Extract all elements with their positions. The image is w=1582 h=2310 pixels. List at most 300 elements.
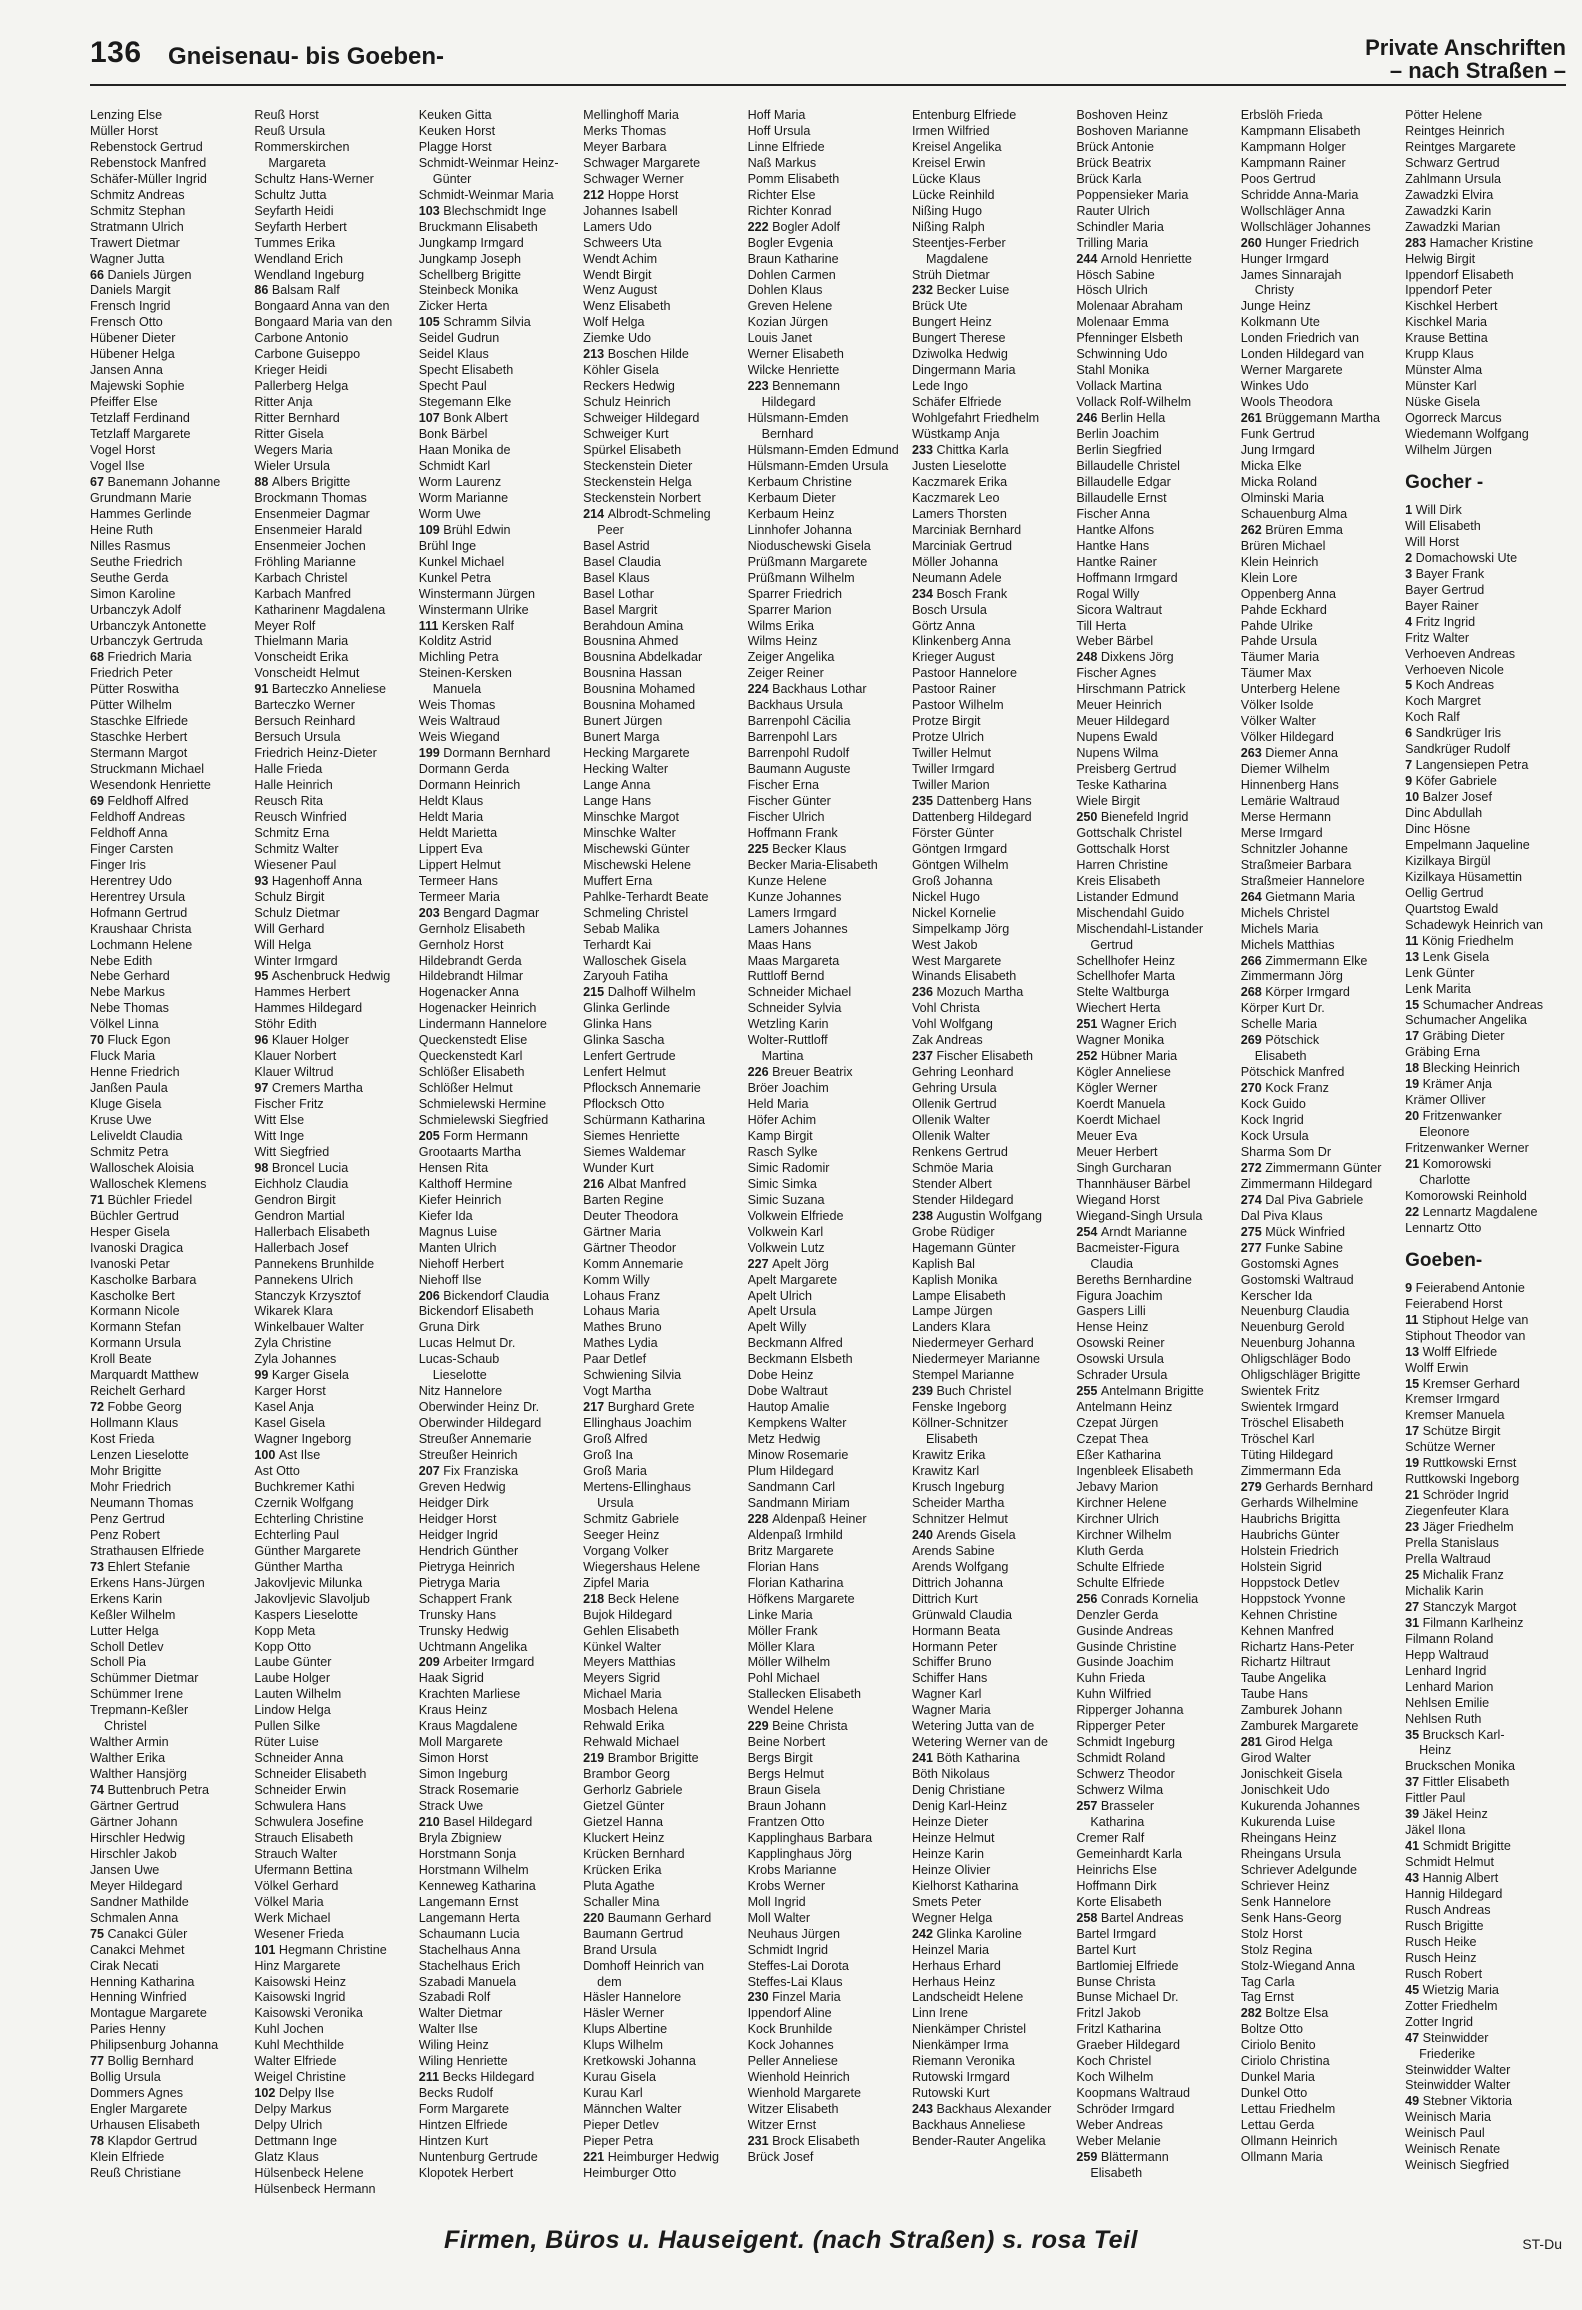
house-number: 241 xyxy=(911,1751,937,1766)
directory-entry: Deuter Theodora xyxy=(583,1208,679,1223)
directory-entry: Termeer Hans xyxy=(418,873,498,888)
section-range: Gneisenau- bis Goeben- xyxy=(168,43,445,70)
house-number: 103 xyxy=(418,203,444,218)
directory-entry: Taube Hans xyxy=(1240,1687,1308,1702)
directory-entry: Terhardt Kai xyxy=(583,937,652,952)
directory-entry: Vogt Martha xyxy=(583,1384,652,1399)
directory-entry: Seeger Heinz xyxy=(583,1527,660,1542)
house-number: 1 xyxy=(1405,502,1416,517)
header-rule xyxy=(90,84,1566,86)
directory-entry: Schwager Margarete xyxy=(583,155,701,170)
directory-entry: Twiller Marion xyxy=(911,778,990,793)
directory-entry: Tröschel Karl xyxy=(1240,1432,1315,1447)
directory-entry: Hofmann Gertrud xyxy=(90,905,188,920)
directory-entry: Neumann Adele xyxy=(911,570,1002,585)
directory-entry: Berahdoun Amina xyxy=(583,618,684,633)
directory-entry: Zeiger Angelika xyxy=(747,650,835,665)
directory-entry: Witt Else xyxy=(254,1113,305,1128)
directory-entry: Jakovljevic Milunka xyxy=(254,1575,363,1590)
directory-entry: 259 Blättermann xyxy=(1076,2150,1169,2164)
directory-entry: 221 Heimburger Hedwig xyxy=(583,2150,719,2164)
directory-entry: Kielhorst Katharina xyxy=(911,1878,1019,1893)
directory-entry: Sandmann Miriam xyxy=(747,1495,850,1510)
directory-entry: Nebe Gerhard xyxy=(90,969,170,984)
directory-entry: 211 Becks Hildegard xyxy=(418,2070,535,2085)
directory-entry: Komm Willy xyxy=(583,1272,650,1287)
directory-entry: Weis Waltraud xyxy=(418,714,500,729)
directory-entry: Osowski Reiner xyxy=(1076,1336,1165,1351)
directory-entry: Kaczmarek Erika xyxy=(911,474,1008,489)
directory-entry: Lenfert Helmut xyxy=(583,1065,666,1080)
directory-entry: Fischer Günter xyxy=(747,793,831,808)
house-number: 5 xyxy=(1405,678,1416,693)
directory-entry: Herhaus Heinz xyxy=(911,1974,996,1989)
directory-entry: Nißing Hugo xyxy=(911,203,982,218)
directory-entry: Krücken Bernhard xyxy=(583,1846,685,1861)
directory-entry: Lenfert Gertrude xyxy=(583,1049,676,1064)
house-number: 11 xyxy=(1405,933,1422,948)
directory-entry: Volkwein Elfriede xyxy=(747,1208,844,1223)
directory-entry: Braun Johann xyxy=(747,1799,826,1814)
directory-entry: Böth Nikolaus xyxy=(911,1767,990,1782)
directory-entry: Wetering Werner van de xyxy=(911,1735,1048,1750)
directory-entry: Karger Horst xyxy=(254,1384,326,1399)
directory-entry: Eßer Katharina xyxy=(1076,1448,1162,1463)
directory-entry: Bersuch Ursula xyxy=(254,730,341,745)
house-number: 27 xyxy=(1405,1599,1423,1614)
directory-entry: Hintzen Kurt xyxy=(418,2134,489,2149)
column-1 xyxy=(90,108,254,2208)
house-number: 88 xyxy=(254,474,272,489)
directory-entry: Metz Hedwig xyxy=(747,1432,821,1447)
directory-entry: Cirak Necati xyxy=(90,1958,159,1973)
directory-entry: Szabadi Manuela xyxy=(418,1974,517,1989)
directory-entry: 23 Jäger Friedhelm xyxy=(1405,1520,1514,1535)
directory-entry: Stegemann Elke xyxy=(418,395,512,410)
directory-entry: Michael Maria xyxy=(583,1687,662,1702)
directory-entry: Kremser Manuela xyxy=(1405,1408,1505,1423)
directory-entry: Schellhofer Heinz xyxy=(1076,953,1176,968)
house-number: 215 xyxy=(583,985,608,1000)
house-number: 263 xyxy=(1240,746,1266,761)
directory-entry: Struckmann Michael xyxy=(90,762,205,777)
directory-entry: Bunert Marga xyxy=(583,730,660,745)
directory-entry: Kuhl Mechthilde xyxy=(254,2038,344,2053)
directory-entry: Ippendorf Peter xyxy=(1405,283,1492,298)
directory-entry: Reuß Christiane xyxy=(90,2165,181,2180)
directory-entry: Walter Ilse xyxy=(418,2022,478,2037)
directory-entry: Ippendorf Elisabeth xyxy=(1405,267,1514,282)
directory-entry: Kormann Stefan xyxy=(90,1320,182,1335)
directory-entry: Hintzen Elfriede xyxy=(418,2118,508,2133)
directory-entry: Michels Christel xyxy=(1240,905,1330,920)
directory-entry: Staschke Herbert xyxy=(90,730,188,745)
directory-entry: 13 Lenk Gisela xyxy=(1405,949,1490,964)
directory-entry: Dittrich Johanna xyxy=(911,1575,1003,1590)
house-number: 3 xyxy=(1405,566,1416,581)
directory-entry: Nupens Wilma xyxy=(1076,746,1159,761)
directory-entry: Fenske Ingeborg xyxy=(911,1400,1007,1415)
directory-entry: Trawert Dietmar xyxy=(90,235,180,250)
directory-entry: Lange Hans xyxy=(583,793,652,808)
directory-entry: Ast Otto xyxy=(254,1464,300,1479)
directory-entry: Klinkenberg Anna xyxy=(911,634,1011,649)
directory-entry: Bersuch Reinhard xyxy=(254,714,356,729)
directory-entry: Heinze Olivier xyxy=(911,1862,991,1877)
directory-entry: Katharina xyxy=(1090,1814,1145,1829)
directory-entry: 107 Bonk Albert xyxy=(418,411,508,426)
directory-entry: Meyer Rolf xyxy=(254,618,316,633)
directory-entry: Vonscheidt Helmut xyxy=(254,666,360,681)
directory-entry: Nupens Ewald xyxy=(1076,730,1158,745)
directory-entry: Komm Annemarie xyxy=(583,1256,684,1271)
directory-entry: Lutter Helga xyxy=(90,1623,159,1638)
directory-entry: Sparrer Marion xyxy=(747,602,832,617)
directory-entry: 21 Komorowski xyxy=(1405,1157,1492,1172)
directory-entry: Bollig Ursula xyxy=(90,2070,161,2085)
directory-entry: Schlößer Elisabeth xyxy=(418,1065,525,1080)
directory-entry: Korte Elisabeth xyxy=(1076,1894,1162,1909)
directory-entry: Beckmann Elsbeth xyxy=(747,1352,853,1367)
directory-entry: Strüh Dietmar xyxy=(911,267,990,282)
house-number: 243 xyxy=(911,2102,937,2117)
directory-entry: 75 Canakci Güler xyxy=(90,1926,188,1941)
directory-entry: Nüske Gisela xyxy=(1405,395,1481,410)
directory-entry: 207 Fix Franziska xyxy=(418,1464,519,1479)
directory-entry: Meuer Hildegard xyxy=(1076,714,1170,729)
directory-entry: 72 Fobbe Georg xyxy=(90,1400,182,1415)
directory-entry: Nioduschewski Gisela xyxy=(747,538,871,553)
directory-entry: Klopotek Herbert xyxy=(418,2165,514,2180)
house-number: 261 xyxy=(1240,411,1266,426)
directory-entry: Manten Ulrich xyxy=(418,1240,497,1255)
directory-entry: Rebenstock Gertrud xyxy=(90,139,203,154)
directory-entry: Specht Paul xyxy=(418,379,487,394)
directory-entry: 7 Langensiepen Petra xyxy=(1405,758,1529,773)
directory-entry: Will Elisabeth xyxy=(1405,518,1481,533)
directory-entry: Weber Melanie xyxy=(1076,2134,1161,2149)
directory-entry: Thielmann Maria xyxy=(254,634,349,649)
directory-entry: 231 Brock Elisabeth xyxy=(747,2134,860,2149)
directory-entry: 272 Zimmermann Günter xyxy=(1240,1160,1382,1175)
directory-entry: Spürkel Elisabeth xyxy=(583,443,682,458)
directory-entry: Rogal Willy xyxy=(1076,586,1140,601)
directory-entry: Feldhoff Anna xyxy=(90,825,168,840)
directory-entry: Gendron Martial xyxy=(254,1208,345,1223)
directory-entry: Krachten Marliese xyxy=(418,1687,521,1702)
house-number: 281 xyxy=(1240,1735,1266,1750)
house-number: 10 xyxy=(1405,790,1423,805)
directory-entry: Schmidt Ingrid xyxy=(747,1942,829,1957)
directory-entry: 15 Schumacher Andreas xyxy=(1405,997,1544,1012)
directory-entry: 100 Ast Ilse xyxy=(254,1448,321,1463)
directory-entry: Kaisowski Ingrid xyxy=(254,1990,346,2005)
directory-entry: Ripperger Johanna xyxy=(1076,1703,1184,1718)
directory-entry: Billaudelle Ernst xyxy=(1076,490,1167,505)
directory-entry: Münster Karl xyxy=(1405,379,1477,394)
directory-entry: Schultz Hans-Werner xyxy=(254,171,374,186)
directory-entry: Boshoven Marianne xyxy=(1076,123,1189,138)
directory-entry: Trunsky Hedwig xyxy=(418,1623,509,1638)
house-number: 45 xyxy=(1405,1982,1423,1997)
directory-entry: Schmidt Karl xyxy=(418,458,491,473)
house-number: 97 xyxy=(254,1081,272,1096)
directory-entry: Scholl Detlev xyxy=(90,1639,164,1654)
directory-entry: 258 Bartel Andreas xyxy=(1076,1910,1184,1925)
directory-entry: Kischkel Maria xyxy=(1405,315,1488,330)
directory-entry: Feierabend Horst xyxy=(1405,1296,1503,1311)
directory-entry: Kaczmarek Leo xyxy=(911,490,1000,505)
directory-entry: Oberwinder Heinz Dr. xyxy=(418,1400,540,1415)
house-number: 205 xyxy=(418,1129,444,1143)
directory-entry: 230 Finzel Maria xyxy=(747,1990,841,2005)
directory-entry: Schmidt Roland xyxy=(1076,1751,1166,1766)
directory-entry: Dingermann Maria xyxy=(911,363,1016,378)
directory-entry: 243 Backhaus Alexander xyxy=(911,2102,1052,2117)
directory-entry: 19 Ruttkowski Ernst xyxy=(1405,1456,1517,1471)
directory-entry: Klauer Norbert xyxy=(254,1049,337,1064)
directory-entry: Schulte Elfriede xyxy=(1076,1575,1165,1590)
directory-entry: Seuthe Gerda xyxy=(90,570,169,585)
column-4 xyxy=(583,108,747,2208)
directory-entry: 17 Gräbing Dieter xyxy=(1405,1029,1505,1044)
directory-entry: Kurau Gisela xyxy=(583,2070,656,2085)
directory-entry: Linn Irene xyxy=(911,2006,968,2021)
house-number: 250 xyxy=(1076,809,1101,824)
directory-entry: Hirschler Hedwig xyxy=(90,1830,186,1845)
directory-entry: Lampe Jürgen xyxy=(911,1304,993,1319)
directory-entry: Kost Frieda xyxy=(90,1432,155,1447)
house-number: 237 xyxy=(911,1049,937,1064)
directory-entry: Jonischkeit Udo xyxy=(1240,1783,1330,1798)
directory-entry: Vohl Wolfgang xyxy=(911,1017,993,1032)
directory-entry: Diemer Wilhelm xyxy=(1240,762,1330,777)
directory-entry: Echterling Christine xyxy=(254,1511,364,1526)
directory-entry: Krämer Olliver xyxy=(1405,1093,1486,1108)
directory-entry: Poos Gertrud xyxy=(1240,171,1316,186)
directory-entry: 93 Hagenhoff Anna xyxy=(254,873,363,888)
directory-entry: Dinc Hösne xyxy=(1405,822,1471,837)
directory-entry: Poppensieker Maria xyxy=(1076,187,1189,202)
house-number: 222 xyxy=(747,219,773,234)
directory-entry: Winter Irmgard xyxy=(254,953,338,968)
directory-entry: Thannhäuser Bärbel xyxy=(1076,1176,1191,1191)
directory-entry: Hösch Ulrich xyxy=(1076,283,1148,298)
directory-entry: Unterberg Helene xyxy=(1240,682,1341,697)
directory-entry: Steinen-Kersken xyxy=(418,666,512,681)
directory-entry: Nienkämper Christel xyxy=(911,2022,1027,2037)
house-number: 256 xyxy=(1076,1591,1101,1606)
directory-entry: Friedrich Heinz-Dieter xyxy=(254,746,377,761)
directory-entry: Ivanoski Petar xyxy=(90,1256,170,1271)
directory-entry: Arends Wolfgang xyxy=(911,1559,1009,1574)
directory-entry: Hildebrandt Hilmar xyxy=(418,969,524,984)
directory-entry: Mischendahl Guido xyxy=(1076,905,1185,920)
directory-entry: Heldt Maria xyxy=(418,809,484,824)
directory-entry: Boshoven Heinz xyxy=(1076,108,1169,122)
directory-entry: Schultz Jutta xyxy=(254,187,327,202)
directory-entry: 256 Conrads Kornelia xyxy=(1076,1591,1199,1606)
directory-entry: Groß Johanna xyxy=(911,873,993,888)
directory-entry: Klups Albertine xyxy=(583,2022,668,2037)
directory-entry: Henne Friedrich xyxy=(90,1065,180,1080)
directory-entry: Kukurenda Johannes xyxy=(1240,1799,1360,1814)
directory-entry: 43 Hannig Albert xyxy=(1405,1871,1499,1886)
directory-entry: Walter Elfriede xyxy=(254,2054,337,2069)
directory-entry: Müller Horst xyxy=(90,123,158,138)
directory-entry: Schmitz Andreas xyxy=(90,187,185,202)
directory-entry: Pastoor Rainer xyxy=(911,682,996,697)
directory-entry: Horstmann Wilhelm xyxy=(418,1862,529,1877)
directory-entry: Hecking Margarete xyxy=(583,746,690,761)
directory-entry: Nitz Hannelore xyxy=(418,1384,503,1399)
directory-entry: Kurau Karl xyxy=(583,2086,643,2101)
directory-entry: Kirchner Wilhelm xyxy=(1076,1527,1172,1542)
house-number: 13 xyxy=(1405,949,1423,964)
directory-entry: Ohligschläger Brigitte xyxy=(1240,1368,1361,1383)
directory-entry: Heinrichs Else xyxy=(1076,1862,1157,1877)
house-number: 216 xyxy=(583,1176,608,1191)
directory-entry: Schmitz Walter xyxy=(254,841,339,856)
directory-entry: Reintges Heinrich xyxy=(1405,123,1505,138)
directory-entry: Dinc Abdullah xyxy=(1405,806,1483,821)
directory-entry: 209 Arbeiter Irmgard xyxy=(418,1655,535,1670)
house-number: 4 xyxy=(1405,614,1416,629)
directory-entry: Bender-Rauter Angelika xyxy=(911,2134,1046,2149)
directory-entry: Hammes Herbert xyxy=(254,985,351,1000)
directory-entry: Völker Walter xyxy=(1240,714,1316,729)
directory-entry: Stachelhaus Erich xyxy=(418,1958,521,1973)
directory-entry: 232 Becker Luise xyxy=(911,283,1010,298)
directory-entry: Möller Frank xyxy=(747,1623,818,1638)
directory-entry: Margareta xyxy=(268,155,326,170)
directory-entry: Feldhoff Andreas xyxy=(90,809,185,824)
directory-entry: Czepat Thea xyxy=(1076,1432,1149,1447)
directory-entry: Kunze Helene xyxy=(747,873,827,888)
directory-entry: Wagner Maria xyxy=(911,1703,991,1718)
directory-entry: Mischewski Günter xyxy=(583,841,690,856)
directory-entry: Bickendorf Elisabeth xyxy=(418,1304,534,1319)
directory-entry: Haan Monika de xyxy=(418,443,511,458)
street-heading: Gocher - xyxy=(1405,471,1484,493)
directory-entry: Stachelhaus Anna xyxy=(418,1942,521,1957)
directory-entry: Günther Margarete xyxy=(254,1543,361,1558)
directory-entry: Becks Rudolf xyxy=(418,2086,493,2101)
directory-entry: Krupp Klaus xyxy=(1405,347,1474,362)
directory-entry: Rehwald Michael xyxy=(583,1735,680,1750)
directory-entry: 237 Fischer Elisabeth xyxy=(911,1049,1034,1064)
directory-entry: Dettmann Inge xyxy=(254,2134,338,2149)
house-number: 9 xyxy=(1405,774,1416,789)
directory-entry: Schauenburg Alma xyxy=(1240,506,1348,521)
directory-entry: 282 Boltze Elsa xyxy=(1240,2006,1329,2021)
directory-entry: 37 Fittler Elisabeth xyxy=(1405,1775,1510,1790)
directory-entry: Kögler Werner xyxy=(1076,1081,1158,1096)
directory-entry: Siemes Henriette xyxy=(583,1129,680,1143)
directory-entry: Kluth Gerda xyxy=(1076,1543,1144,1558)
directory-entry: Kunkel Michael xyxy=(418,554,505,569)
directory-entry: 21 Schröder Ingrid xyxy=(1405,1488,1509,1503)
directory-entry: Wesendonk Henriette xyxy=(90,778,211,793)
directory-entry: 19 Krämer Anja xyxy=(1405,1077,1492,1092)
house-number: 19 xyxy=(1405,1456,1423,1471)
house-number: 15 xyxy=(1405,997,1423,1012)
directory-entry: Czernik Wolfgang xyxy=(254,1495,354,1510)
directory-entry: Bryla Zbigniew xyxy=(418,1830,502,1845)
directory-entry: Delpy Ulrich xyxy=(254,2118,323,2133)
directory-entry: Heinzel Maria xyxy=(911,1942,989,1957)
directory-entry: Bungert Therese xyxy=(911,331,1006,346)
directory-entry: Jäkel Ilona xyxy=(1405,1823,1466,1838)
directory-entry: Canakci Mehmet xyxy=(90,1942,185,1957)
directory-entry: Koerdt Manuela xyxy=(1076,1097,1166,1112)
directory-entry: Koch Wilhelm xyxy=(1076,2070,1154,2085)
directory-entry: 4 Fritz Ingrid xyxy=(1405,614,1476,629)
directory-entry: Schmitz Gabriele xyxy=(583,1511,680,1526)
directory-entry: Kunze Johannes xyxy=(747,889,842,904)
directory-entry: Greven Helene xyxy=(747,299,833,314)
directory-entry: Nienkämper Irma xyxy=(911,2038,1009,2053)
directory-entry: Brockmann Thomas xyxy=(254,490,367,505)
directory-entry: Bartlomiej Elfriede xyxy=(1076,1958,1179,1973)
directory-entry: Häsler Werner xyxy=(583,2006,665,2021)
directory-entry: Daniels Margit xyxy=(90,283,171,298)
directory-entry: Simic Radomir xyxy=(747,1160,830,1175)
directory-entry: 11 Stiphout Helge van xyxy=(1405,1312,1529,1327)
directory-entry: Günther Martha xyxy=(254,1559,343,1574)
directory-entry: Weber Andreas xyxy=(1076,2118,1163,2133)
directory-entry: Vogel Ilse xyxy=(90,458,145,473)
directory-entry: 236 Mozuch Martha xyxy=(911,985,1024,1000)
directory-entry: 91 Barteczko Anneliese xyxy=(254,682,387,697)
directory-entry: Till Herta xyxy=(1076,618,1127,633)
directory-entry: Merse Irmgard xyxy=(1240,825,1323,840)
directory-entry: Klein Lore xyxy=(1240,570,1298,585)
directory-entry: Mischewski Helene xyxy=(583,857,691,872)
directory-entry: 244 Arnold Henriette xyxy=(1076,251,1192,266)
directory-entry: Schwerz Theodor xyxy=(1076,1767,1175,1782)
directory-entry: Funk Gertrud xyxy=(1240,427,1315,442)
directory-entry: Bujok Hildegard xyxy=(583,1607,673,1622)
directory-entry: Strack Uwe xyxy=(418,1799,484,1814)
directory-entry: Groß Ina xyxy=(583,1448,633,1463)
house-number: 22 xyxy=(1405,1204,1423,1219)
directory-entry: 66 Daniels Jürgen xyxy=(90,267,192,282)
directory-entry: Mohr Brigitte xyxy=(90,1464,162,1479)
directory-entry: 101 Hegmann Christine xyxy=(254,1942,387,1957)
directory-entry: Backhaus Anneliese xyxy=(911,2118,1026,2133)
directory-entry: 6 Sandkrüger Iris xyxy=(1405,726,1502,741)
directory-entry: 263 Diemer Anna xyxy=(1240,746,1339,761)
directory-entry: Kreis Elisabeth xyxy=(1076,873,1161,888)
directory-entry: Ritter Gisela xyxy=(254,427,324,442)
directory-entry: 225 Becker Klaus xyxy=(747,841,847,856)
house-number: 19 xyxy=(1405,1077,1423,1092)
directory-entry: Wetering Jutta van de xyxy=(911,1719,1035,1734)
directory-entry: Kamp Birgit xyxy=(747,1129,813,1143)
directory-entry: Worm Laurenz xyxy=(418,474,502,489)
directory-entry: Dohlen Klaus xyxy=(747,283,823,298)
directory-entry: Gusinde Christine xyxy=(1076,1639,1177,1654)
directory-entry: Elisabeth xyxy=(925,1432,978,1447)
directory-entry: Pullen Silke xyxy=(254,1719,321,1734)
directory-entry: 255 Antelmann Brigitte xyxy=(1076,1384,1204,1399)
directory-entry: Moll Ingrid xyxy=(747,1894,806,1909)
house-number: 252 xyxy=(1076,1049,1101,1064)
directory-entry: Kreisel Angelika xyxy=(911,139,1002,154)
house-number: 272 xyxy=(1240,1160,1266,1175)
directory-entry: Zipfel Maria xyxy=(583,1575,649,1590)
